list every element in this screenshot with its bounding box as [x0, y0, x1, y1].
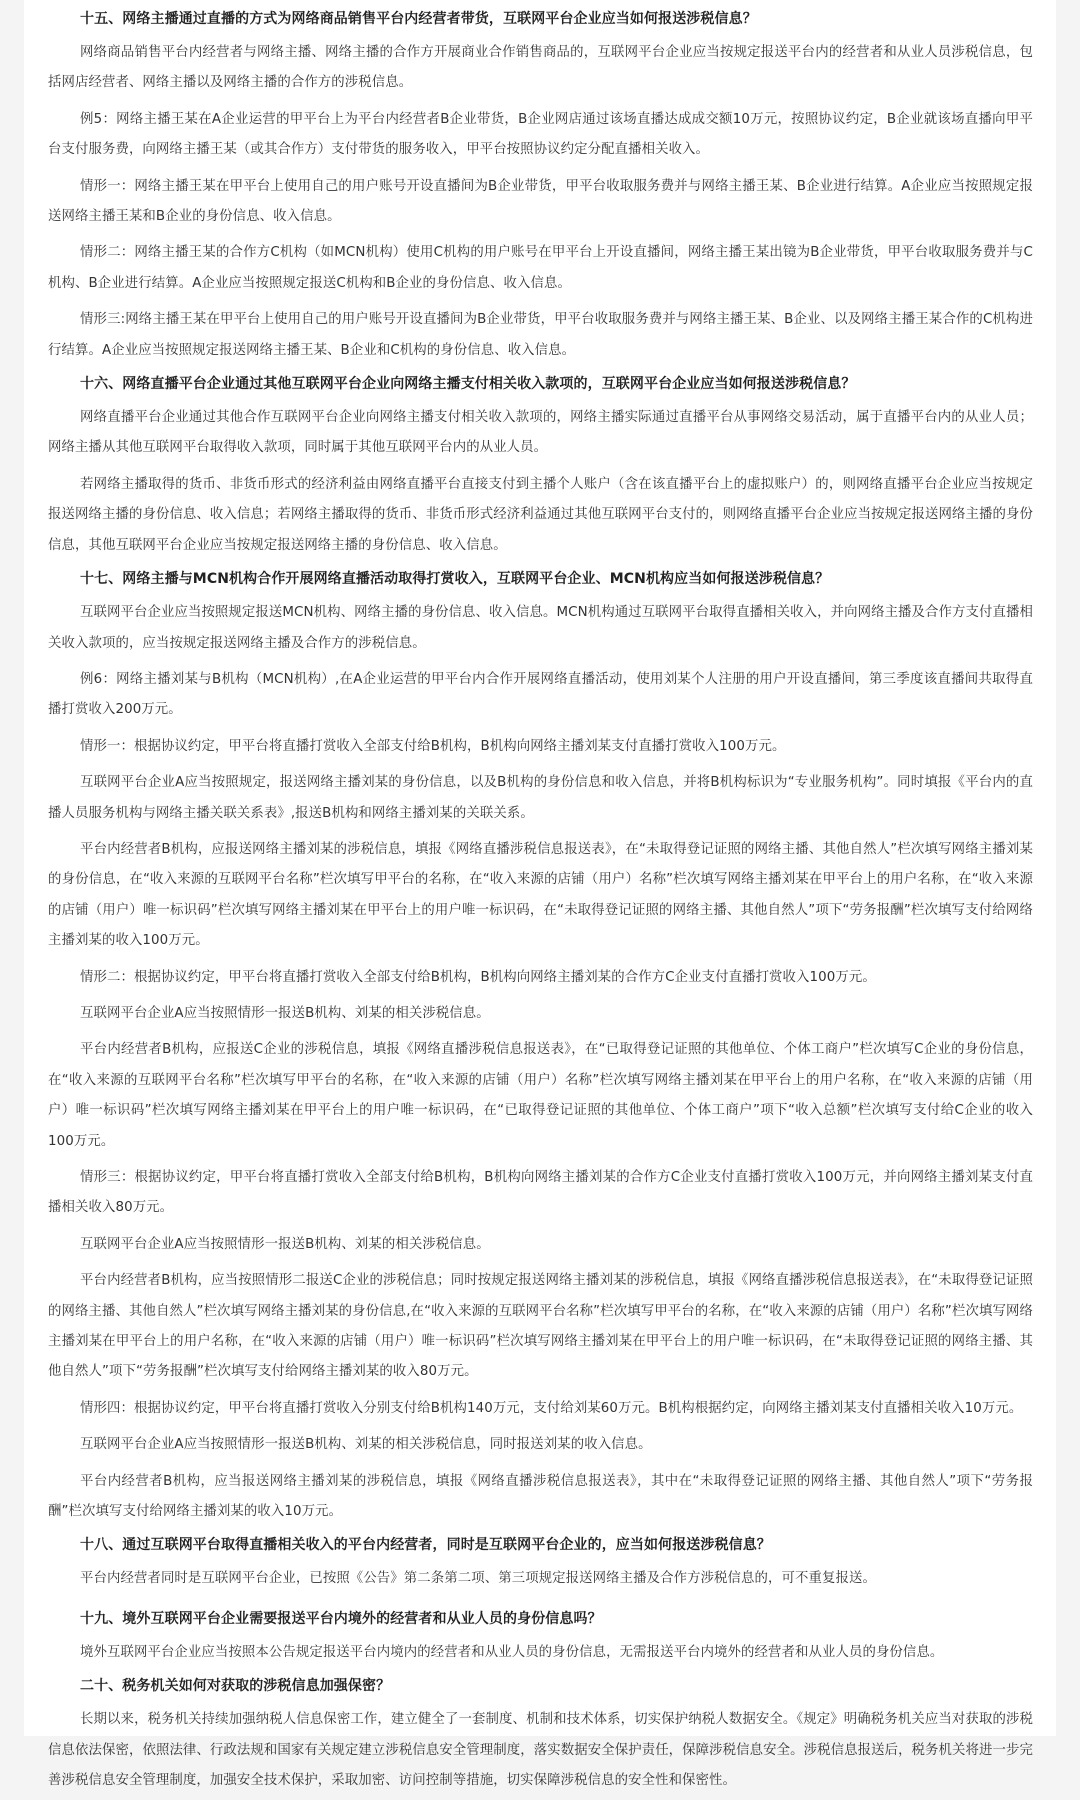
paragraph: 情形四：根据协议约定，甲平台将直播打赏收入分别支付给B机构140万元，支付给刘某60万元。B机构根据约定，向网络主播刘某支付直播相关收入10万元。 [80, 1400, 1023, 1416]
paragraph: 平台内经营者B机构，应当按照情形二报送C企业的涉税信息；同时按规定报送网络主播刘某的涉税信息，填报《网络直播涉税信息报送表》，在“未取得登记证照的网络主播、其他自然人”栏次填写网络主播刘某的身份信息,在“收入来源的互联网平台名称”栏次填写甲平台的名称，在“收入来源的店铺（用户）名称”栏次填写网络主播刘某在甲平台上的用户名称，在“收入来源的店铺（用户）唯一标识码”栏次填写网络主播刘某在甲平台上的用户唯一标识码，在“未取得登记证照的网络主播、其他自然人”项下“劳务报酬”栏次填写支付给网络主播刘某的收入80万元。 [48, 1273, 1033, 1380]
section-title-18: 十八、通过互联网平台取得直播相关收入的平台内经营者，同时是互联网平台企业的，应当如何报送涉税信息？ [80, 1537, 771, 1554]
paragraph: 互联网平台企业A应当按照情形一报送B机构、刘某的相关涉税信息，同时报送刘某的收入信息。 [80, 1437, 652, 1453]
paragraph: 例5：网络主播王某在A企业运营的甲平台上为平台内经营者B企业带货，B企业网店通过该场直播达成成交额10万元，按照协议约定，B企业就该场直播向甲平台支付服务费，向网络主播王某（或其合作方）支付带货的服务收入，甲平台按照协议约定分配直播相关收入。 [48, 111, 1033, 158]
paragraph: 情形一：根据协议约定，甲平台将直播打赏收入全部支付给B机构，B机构向网络主播刘某支付直播打赏收入100万元。 [80, 738, 786, 754]
paragraph: 互联网平台企业A应当按照规定，报送网络主播刘某的身份信息，以及B机构的身份信息和收入信息，并将B机构标识为“专业服务机构”。同时填报《平台内的直播人员服务机构与网络主播关联关系表》,报送B机构和网络主播刘某的关联关系。 [48, 775, 1033, 821]
paragraph: 网络直播平台企业通过其他合作互联网平台企业向网络主播支付相关收入款项的，网络主播实际通过直播平台从事网络交易活动，属于直播平台内的从业人员；网络主播从其他互联网平台取得收入款项，同时属于其他互联网平台内的从业人员。 [48, 410, 1033, 456]
paragraph: 情形三：根据协议约定，甲平台将直播打赏收入全部支付给B机构，B机构向网络主播刘某的合作方C企业支付直播打赏收入100万元，并向网络主播刘某支付直播相关收入80万元。 [48, 1170, 1033, 1216]
paragraph: 互联网平台企业A应当按照情形一报送B机构、刘某的相关涉税信息。 [80, 1005, 490, 1021]
section-title-19: 十九、境外互联网平台企业需要报送平台内境外的经营者和从业人员的身份信息吗？ [80, 1610, 602, 1627]
paragraph: 平台内经营者B机构，应报送网络主播刘某的涉税信息，填报《网络直播涉税信息报送表》，在“未取得登记证照的网络主播、其他自然人”栏次填写网络主播刘某的身份信息，在“收入来源的互联网平台名称”栏次填写甲平台的名称，在“收入来源的店铺（用户）名称”栏次填写网络主播刘某在甲平台上的用户名称，在“收入来源的店铺（用户）唯一标识码”栏次填写网络主播刘某在甲平台上的用户唯一标识码，在“未取得登记证照的网络主播、其他自然人”项下“劳务报酬”栏次填写支付给网络主播刘某的收入100万元。 [48, 841, 1033, 949]
paragraph: 网络商品销售平台内经营者与网络主播、网络主播的合作方开展商业合作销售商品的，互联网平台企业应当按规定报送平台内的经营者和从业人员涉税信息，包括网店经营者、网络主播以及网络主播的合作方的涉税信息。 [48, 45, 1033, 91]
paragraph: 情形一：网络主播王某在甲平台上使用自己的用户账号开设直播间为B企业带货，甲平台收取服务费并与网络主播王某、B企业进行结算。A企业应当按照规定报送网络主播王某和B企业的身份信息、收入信息。 [48, 178, 1033, 225]
paragraph: 情形二：根据协议约定，甲平台将直播打赏收入全部支付给B机构，B机构向网络主播刘某的合作方C企业支付直播打赏收入100万元。 [80, 969, 876, 985]
section-title-16: 十六、网络直播平台企业通过其他互联网平台企业向网络主播支付相关收入款项的，互联网平台企业应当如何报送涉税信息？ [80, 376, 856, 393]
paragraph: 互联网平台企业A应当按照情形一报送B机构、刘某的相关涉税信息。 [80, 1236, 490, 1252]
section-title-17: 十七、网络主播与MCN机构合作开展网络直播活动取得打赏收入，互联网平台企业、MCN机构应当如何报送涉税信息？ [80, 571, 830, 588]
paragraph: 长期以来，税务机关持续加强纳税人信息保密工作，建立健全了一套制度、机制和技术体系，切实保护纳税人数据安全。《规定》明确税务机关应当对获取的涉税信息依法保密，依照法律、行政法规和国家有关规定建立涉税信息安全管理制度，落实数据安全保护责任，保障涉税信息安全。涉税信息报送后，税务机关将进一步完善涉税信息安全管理制度，加强安全技术保护，采取加密、访问控制等措施，切实保障涉税信息的安全性和保密性。 [48, 1712, 1033, 1789]
paragraph: 境外互联网平台企业应当按照本公告规定报送平台内境内的经营者和从业人员的身份信息，无需报送平台内境外的经营者和从业人员的身份信息。 [80, 1644, 944, 1660]
paragraph: 例6：网络主播刘某与B机构（MCN机构）,在A企业运营的甲平台内合作开展网络直播活动，使用刘某个人注册的用户开设直播间，第三季度该直播间共取得直播打赏收入200万元。 [48, 671, 1033, 718]
paragraph: 情形三:网络主播王某在甲平台上使用自己的用户账号开设直播间为B企业带货，甲平台收取服务费并与网络主播王某、B企业、以及网络主播王某合作的C机构进行结算。A企业应当按照规定报送网络主播王某、B企业和C机构的身份信息、收入信息。 [48, 312, 1033, 358]
paragraph: 若网络主播取得的货币、非货币形式的经济利益由网络直播平台直接支付到主播个人账户（含在该直播平台上的虚拟账户）的，则网络直播平台企业应当按规定报送网络主播的身份信息、收入信息；若网络主播取得的货币、非货币形式经济利益通过其他互联网平台支付的，则网络直播平台企业应当按规定报送网络主播的身份信息，其他互联网平台企业应当按规定报送网络主播的身份信息、收入信息。 [48, 476, 1033, 553]
paragraph: 互联网平台企业应当按照规定报送MCN机构、网络主播的身份信息、收入信息。MCN机构通过互联网平台取得直播相关收入，并向网络主播及合作方支付直播相关收入款项的，应当按规定报送网络主播及合作方的涉税信息。 [48, 605, 1033, 651]
paragraph: 平台内经营者B机构，应当报送网络主播刘某的涉税信息，填报《网络直播涉税信息报送表》，其中在“未取得登记证照的网络主播、其他自然人”项下“劳务报酬”栏次填写支付给网络主播刘某的收入10万元。 [48, 1473, 1033, 1520]
paragraph: 情形二：网络主播王某的合作方C机构（如MCN机构）使用C机构的用户账号在甲平台上开设直播间，网络主播王某出镜为B企业带货，甲平台收取服务费并与C机构、B企业进行结算。A企业应当按照规定报送C机构和B企业的身份信息、收入信息。 [48, 245, 1033, 291]
paragraph: 平台内经营者同时是互联网平台企业，已按照《公告》第二条第二项、第三项规定报送网络主播及合作方涉税信息的，可不重复报送。 [80, 1571, 876, 1587]
paragraph: 平台内经营者B机构，应报送C企业的涉税信息，填报《网络直播涉税信息报送表》，在“已取得登记证照的其他单位、个体工商户”栏次填写C企业的身份信息，在“收入来源的互联网平台名称”栏次填写甲平台的名称，在“收入来源的店铺（用户）名称”栏次填写网络主播刘某在甲平台上的用户名称，在“收入来源的店铺（用户）唯一标识码”栏次填写网络主播刘某在甲平台上的用户唯一标识码，在“已取得登记证照的其他单位、个体工商户”项下“收入总额”栏次填写支付给C企业的收入100万元。 [48, 1042, 1033, 1149]
article-body [24, 0, 1056, 1789]
section-title-15: 十五、网络主播通过直播的方式为网络商品销售平台内经营者带货，互联网平台企业应当如何报送涉税信息？ [80, 11, 757, 27]
section-title-20: 二十、税务机关如何对获取的涉税信息加强保密？ [80, 1678, 391, 1695]
